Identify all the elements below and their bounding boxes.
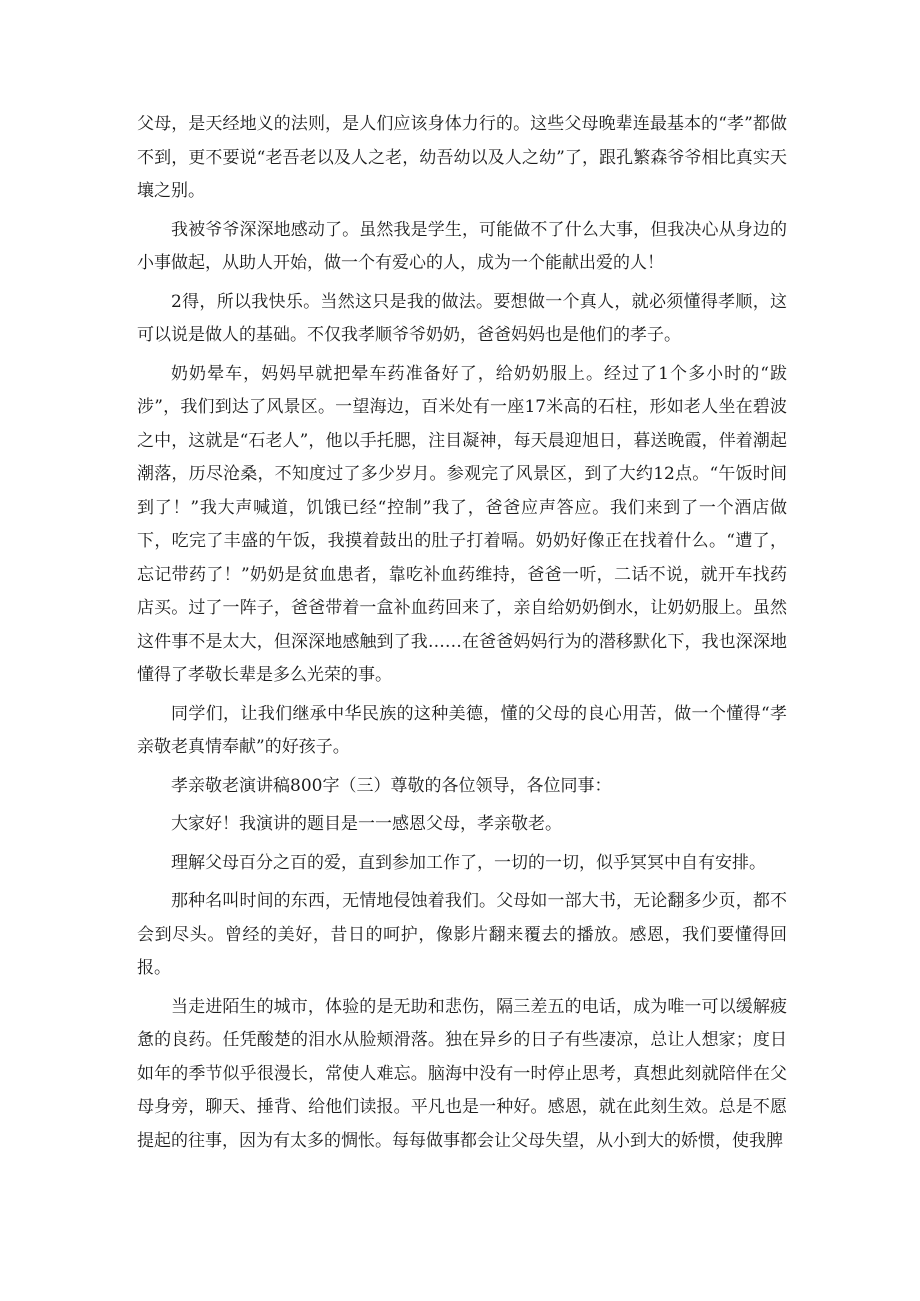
paragraph-8: 理解父母百分之百的爱，直到参加工作了，一切的一切，似乎冥冥中自有安排。 (171, 852, 766, 873)
paragraph-4: 奶奶晕车，妈妈早就把晕车药准备好了，给奶奶服上。经过了1个多小时的“跋涉”，我们到达了风景区。一望海边，百米处有一座17米高的石柱，形如老人坐在碧波之中，这就是“石老人”，他以手托腮，注目凝神，每天晨迎旭日，暮送晚霞，伴着潮起潮落，历尽沧桑，不知度过了多少岁月。参观完了风景区，到了大约12点。“午饭时间到了！”我大声喊道，饥饿已经“控制”我了，爸爸应声答应。我们来到了一个酒店做下，吃完了丰盛的午饭，我摸着鼓出的肚子打着嗝。奶奶好像正在找着什么。“遭了，忘记带药了！”奶奶是贫血患者，靠吃补血药维持，爸爸一听，二话不说，就开车找药店买。过了一阵子，爸爸带着一盒补血药回来了，亲自给奶奶倒水，让奶奶服上。虽然这件事不是太大，但深深地感触到了我……在爸爸妈妈行为的潜移默化下，我也深深地懂得了孝敬长辈是多么光荣的事。 (137, 363, 787, 685)
paragraph-6-heading: 孝亲敬老演讲稿800字（三）尊敬的各位领导，各位同事： (171, 775, 612, 796)
paragraph-9: 那种名叫时间的东西，无情地侵蚀着我们。父母如一部大书，无论翻多少页，都不会到尽头。曾经的美好，昔日的呵护，像影片翻来覆去的播放。感恩，我们要懂得回报。 (137, 891, 787, 978)
document-body (137, 108, 787, 1158)
paragraph-10: 当走进陌生的城市，体验的是无助和悲伤，隔三差五的电话，成为唯一可以缓解疲惫的良药。任凭酸楚的泪水从脸颊滑落。独在异乡的日子有些凄凉，总让人想家；度日如年的季节似乎很漫长，常使人难忘。脑海中没有一时停止思考，真想此刻就陪伴在父母身旁，聊天、捶背、给他们读报。平凡也是一种好。感恩，就在此刻生效。总是不愿提起的往事，因为有太多的惆怅。每每做事都会让父母失望，从小到大的娇惯，使我脾 (137, 996, 787, 1151)
paragraph-7: 大家好！我演讲的题目是一一感恩父母，孝亲敬老。 (171, 814, 562, 834)
paragraph-2: 我被爷爷深深地感动了。虽然我是学生，可能做不了什么大事，但我决心从身边的小事做起，从助人开始，做一个有爱心的人，成为一个能献出爱的人！ (137, 219, 787, 273)
paragraph-5: 同学们，让我们继承中华民族的这种美德，懂的父母的良心用苦，做一个懂得“孝亲敬老真情奉献”的好孩子。 (137, 703, 787, 757)
paragraph-3: 2得，所以我快乐。当然这只是我的做法。要想做一个真人，就必须懂得孝顺，这可以说是做人的基础。不仅我孝顺爷爷奶奶，爸爸妈妈也是他们的孝子。 (137, 291, 787, 345)
paragraph-1: 父母，是天经地义的法则，是人们应该身体力行的。这些父母晚辈连最基本的“孝”都做不到，更不要说“老吾老以及人之老，幼吾幼以及人之幼”了，跟孔繁森爷爷相比真实天壤之别。 (137, 114, 787, 201)
